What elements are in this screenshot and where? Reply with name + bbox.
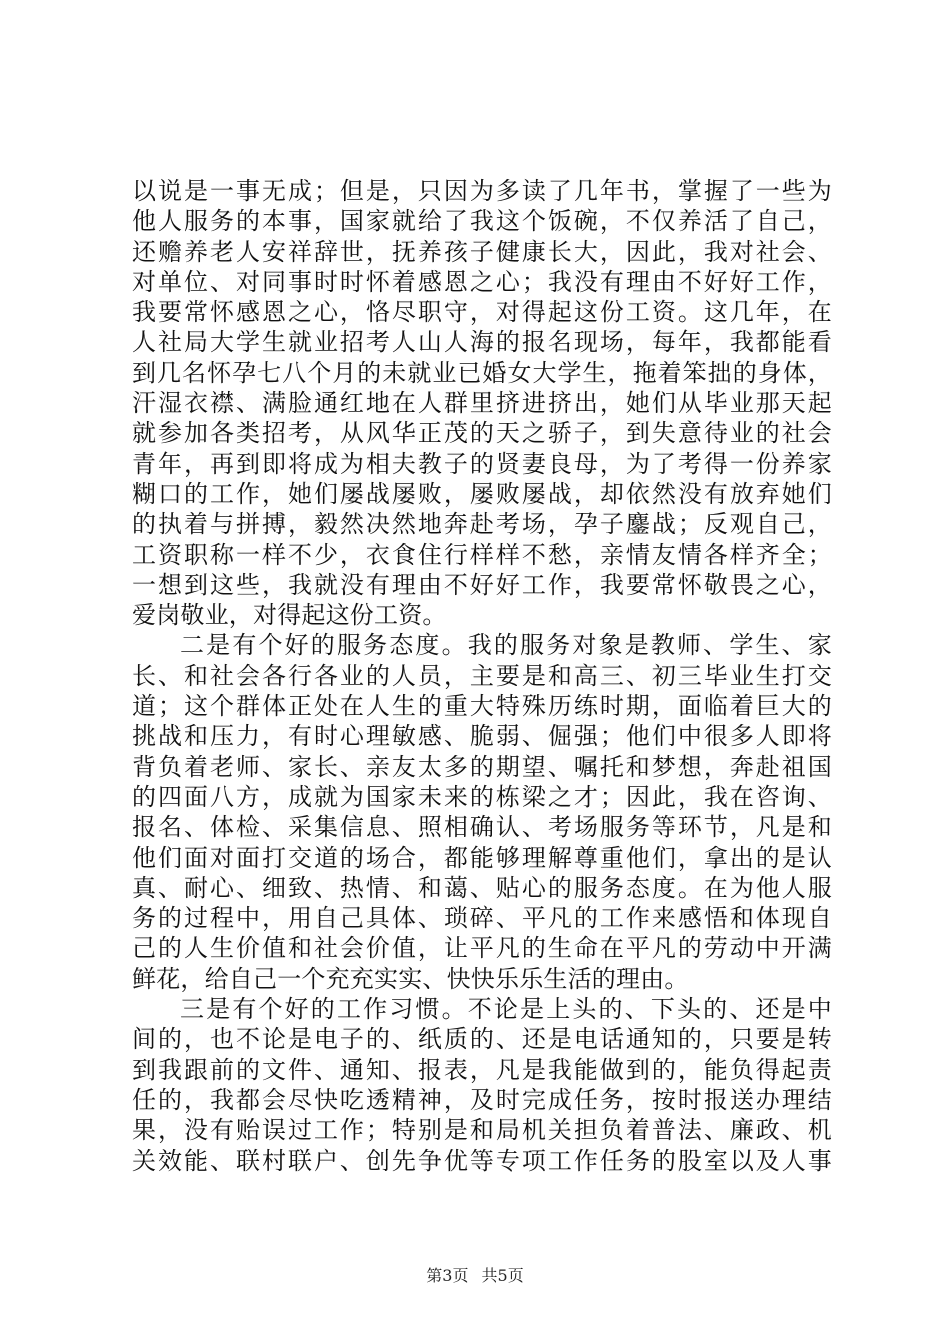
text-line: 还赡养老人安祥辞世，抚养孩子健康长大，因此，我对社会、	[132, 237, 832, 266]
text-line: 到几名怀孕七八个月的未就业已婚女大学生，拖着笨拙的身体，	[132, 358, 832, 387]
text-line: 务的过程中，用自己具体、琐碎、平凡的工作来感悟和体现自	[132, 904, 832, 933]
text-line: 工资职称一样不少，衣食住行样样不愁，亲情友情各样齐全；	[132, 540, 832, 569]
text-line: 己的人生价值和社会价值，让平凡的生命在平凡的劳动中开满	[132, 934, 832, 963]
page-number: 第3页	[426, 1266, 469, 1285]
text-line: 间的，也不论是电子的、纸质的、还是电话通知的，只要是转	[132, 1025, 832, 1054]
text-line: 关效能、联村联户、创先争优等专项工作任务的股室以及人事	[132, 1146, 832, 1175]
text-line: 爱岗敬业，对得起这份工资。	[132, 601, 447, 630]
text-line: 鲜花，给自己一个充充实实、快快乐乐生活的理由。	[132, 964, 689, 993]
text-line: 报名、体检、采集信息、照相确认、考场服务等环节，凡是和	[132, 813, 832, 842]
text-line: 一想到这些，我就没有理由不好好工作，我要常怀敬畏之心，	[132, 570, 832, 599]
page-total: 共5页	[481, 1266, 524, 1285]
text-line: 果，没有贻误过工作；特别是和局机关担负着普法、廉政、机	[132, 1116, 832, 1145]
paragraph-start-line: 二是有个好的服务态度。我的服务对象是教师、学生、家	[180, 631, 832, 660]
text-line: 真、耐心、细致、热情、和蔼、贴心的服务态度。在为他人服	[132, 873, 832, 902]
text-line: 汗湿衣襟、满脸通红地在人群里挤进挤出，她们从毕业那天起	[132, 389, 832, 418]
text-line: 他人服务的本事，国家就给了我这个饭碗，不仅养活了自己，	[132, 207, 832, 236]
text-line: 挑战和压力，有时心理敏感、脆弱、倔强；他们中很多人即将	[132, 722, 832, 751]
text-line: 以说是一事无成；但是，只因为多读了几年书，掌握了一些为	[132, 177, 832, 205]
text-line: 青年，再到即将成为相夫教子的贤妻良母，为了考得一份养家	[132, 449, 832, 478]
text-line: 对单位、对同事时时怀着感恩之心；我没有理由不好好工作，	[132, 267, 832, 296]
page-footer	[0, 1263, 950, 1286]
paragraph-start-line: 三是有个好的工作习惯。不论是上头的、下头的、还是中	[180, 995, 832, 1024]
text-line: 到我跟前的文件、通知、报表，凡是我能做到的，能负得起责	[132, 1055, 832, 1084]
text-line: 人社局大学生就业招考人山人海的报名现场，每年，我都能看	[132, 328, 832, 357]
text-line: 背负着老师、家长、亲友太多的期望、嘱托和梦想，奔赴祖国	[132, 752, 832, 781]
text-line: 长、和社会各行各业的人员，主要是和高三、初三毕业生打交	[132, 661, 832, 690]
text-line: 就参加各类招考，从风华正茂的天之骄子，到失意待业的社会	[132, 419, 832, 448]
text-line: 任的，我都会尽快吃透精神，及时完成任务，按时报送办理结	[132, 1085, 832, 1114]
text-line: 他们面对面打交道的场合，都能够理解尊重他们，拿出的是认	[132, 843, 832, 872]
text-line: 糊口的工作，她们屡战屡败，屡败屡战，却依然没有放弃她们	[132, 479, 832, 508]
document-body	[132, 176, 832, 1176]
text-line: 我要常怀感恩之心，恪尽职守，对得起这份工资。这几年，在	[132, 298, 832, 327]
text-line: 道；这个群体正处在人生的重大特殊历练时期，面临着巨大的	[132, 692, 832, 721]
text-line: 的四面八方，成就为国家未来的栋梁之才；因此，我在咨询、	[132, 782, 832, 811]
text-line: 的执着与拼搏，毅然决然地奔赴考场，孕子鏖战；反观自己，	[132, 510, 832, 539]
